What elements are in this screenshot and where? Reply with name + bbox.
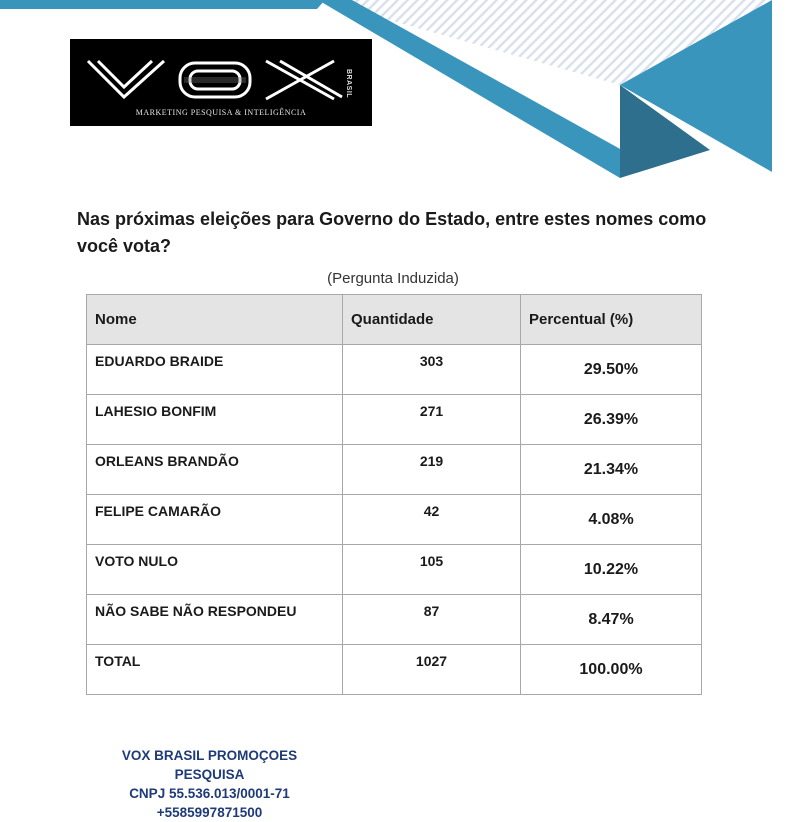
row-name: LAHESIO BONFIM <box>87 395 343 445</box>
row-quantity: 303 <box>343 345 521 395</box>
header-quantity: Quantidade <box>343 295 521 345</box>
logo-country: BRASIL <box>345 69 352 99</box>
row-quantity: 219 <box>343 445 521 495</box>
svg-text:VOX: VOX <box>84 44 118 61</box>
row-quantity: 271 <box>343 395 521 445</box>
row-percent: 26.39% <box>521 395 702 445</box>
table-total-row <box>87 645 702 695</box>
results-table <box>86 294 702 695</box>
row-name: VOTO NULO <box>87 545 343 595</box>
vox-wordmark-icon <box>84 44 346 103</box>
vox-logo <box>70 39 372 126</box>
footer-cnpj: CNPJ 55.536.013/0001-71 <box>129 786 290 801</box>
row-quantity: 42 <box>343 495 521 545</box>
row-percent: 8.47% <box>521 595 702 645</box>
footer-phone: +5585997871500 <box>156 805 263 820</box>
row-percent: 4.08% <box>521 495 702 545</box>
table-row <box>87 445 702 495</box>
row-quantity: 105 <box>343 545 521 595</box>
logo-tagline: MARKETING PESQUISA & INTELIGÊNCIA <box>135 108 307 117</box>
table-row <box>87 345 702 395</box>
row-percent: 10.22% <box>521 545 702 595</box>
table-header-row <box>87 295 702 345</box>
company-footer <box>87 746 332 822</box>
row-name: NÃO SABE NÃO RESPONDEU <box>87 595 343 645</box>
row-name: ORLEANS BRANDÃO <box>87 445 343 495</box>
table-row <box>87 495 702 545</box>
total-percent: 100.00% <box>521 645 702 695</box>
row-name: EDUARDO BRAIDE <box>87 345 343 395</box>
row-name: FELIPE CAMARÃO <box>87 495 343 545</box>
table-row <box>87 545 702 595</box>
row-percent: 21.34% <box>521 445 702 495</box>
question-subtitle: (Pergunta Induzida) <box>327 270 459 287</box>
survey-question: Nas próximas eleições para Governo do Estado, entre estes nomes como você vota? <box>77 209 707 256</box>
row-percent: 29.50% <box>521 345 702 395</box>
header-name: Nome <box>87 295 343 345</box>
table-row <box>87 595 702 645</box>
total-quantity: 1027 <box>343 645 521 695</box>
row-quantity: 87 <box>343 595 521 645</box>
table-row <box>87 395 702 445</box>
header-percent: Percentual (%) <box>521 295 702 345</box>
total-label: TOTAL <box>87 645 343 695</box>
footer-company: VOX BRASIL PROMOÇOES PESQUISA <box>121 748 298 782</box>
